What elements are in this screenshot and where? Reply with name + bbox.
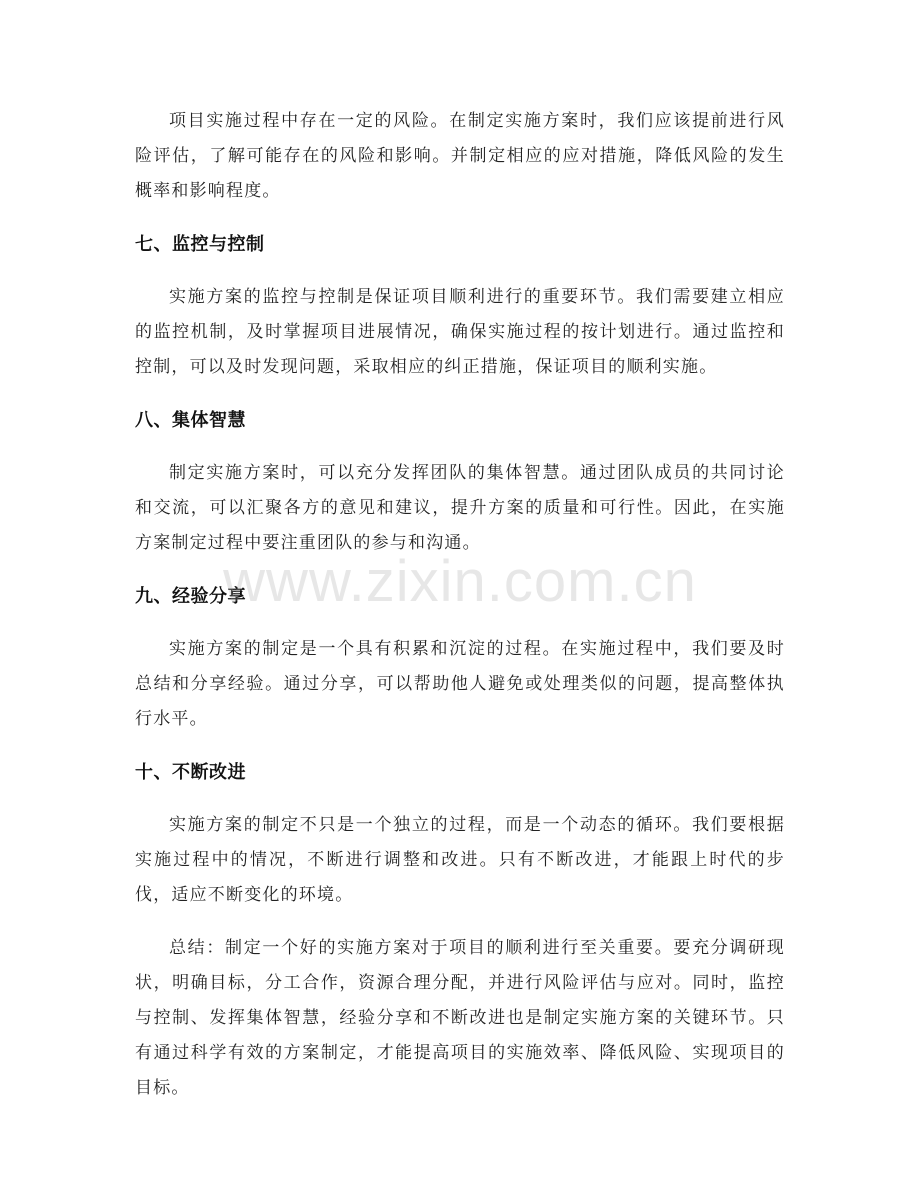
spacer	[135, 209, 785, 227]
spacer	[135, 385, 785, 403]
paragraph-experience-sharing: 实施方案的制定是一个具有积累和沉淀的过程。在实施过程中，我们要及时总结和分享经验。通过分享，可以帮助他人避免或处理类似的问题，提高整体执行水平。	[135, 639, 785, 729]
paragraph-monitoring-control: 实施方案的监控与控制是保证项目顺利进行的重要环节。我们需要建立相应的监控机制，及时掌握项目进展情况，确保实施过程的按计划进行。通过监控和控制，可以及时发现问题，采取相应的纠正措施，保证项目的顺利实施。	[135, 287, 785, 377]
spacer	[135, 737, 785, 755]
heading-monitoring-control: 七、监控与控制	[135, 234, 265, 255]
heading-experience-sharing: 九、经验分享	[135, 586, 246, 607]
paragraph-continuous-improvement: 实施方案的制定不只是一个独立的过程，而是一个动态的循环。我们要根据实施过程中的情况，不断进行调整和改进。只有不断改进，才能跟上时代的步伐，适应不断变化的环境。	[135, 815, 785, 905]
document-body	[135, 104, 785, 1106]
spacer	[135, 262, 785, 280]
watermark: www.zixin.com.cn	[223, 549, 697, 614]
paragraph-summary: 总结：制定一个好的实施方案对于项目的顺利进行至关重要。要充分调研现状，明确目标，分工合作，资源合理分配，并进行风险评估与应对。同时，监控与控制、发挥集体智慧，经验分享和不断改进也是制定实施方案的关键环节。只有通过科学有效的方案制定，才能提高项目的实施效率、降低风险、实现项目的目标。	[135, 938, 785, 1098]
spacer	[135, 561, 785, 579]
spacer	[135, 438, 785, 456]
heading-collective-wisdom: 八、集体智慧	[135, 410, 246, 431]
spacer	[135, 913, 785, 931]
spacer	[135, 614, 785, 632]
heading-continuous-improvement: 十、不断改进	[135, 762, 246, 783]
paragraph-risk: 项目实施过程中存在一定的风险。在制定实施方案时，我们应该提前进行风险评估，了解可能存在的风险和影响。并制定相应的应对措施，降低风险的发生概率和影响程度。	[135, 111, 785, 201]
paragraph-collective-wisdom: 制定实施方案时，可以充分发挥团队的集体智慧。通过团队成员的共同讨论和交流，可以汇聚各方的意见和建议，提升方案的质量和可行性。因此，在实施方案制定过程中要注重团队的参与和沟通。	[135, 463, 785, 553]
spacer	[135, 790, 785, 808]
